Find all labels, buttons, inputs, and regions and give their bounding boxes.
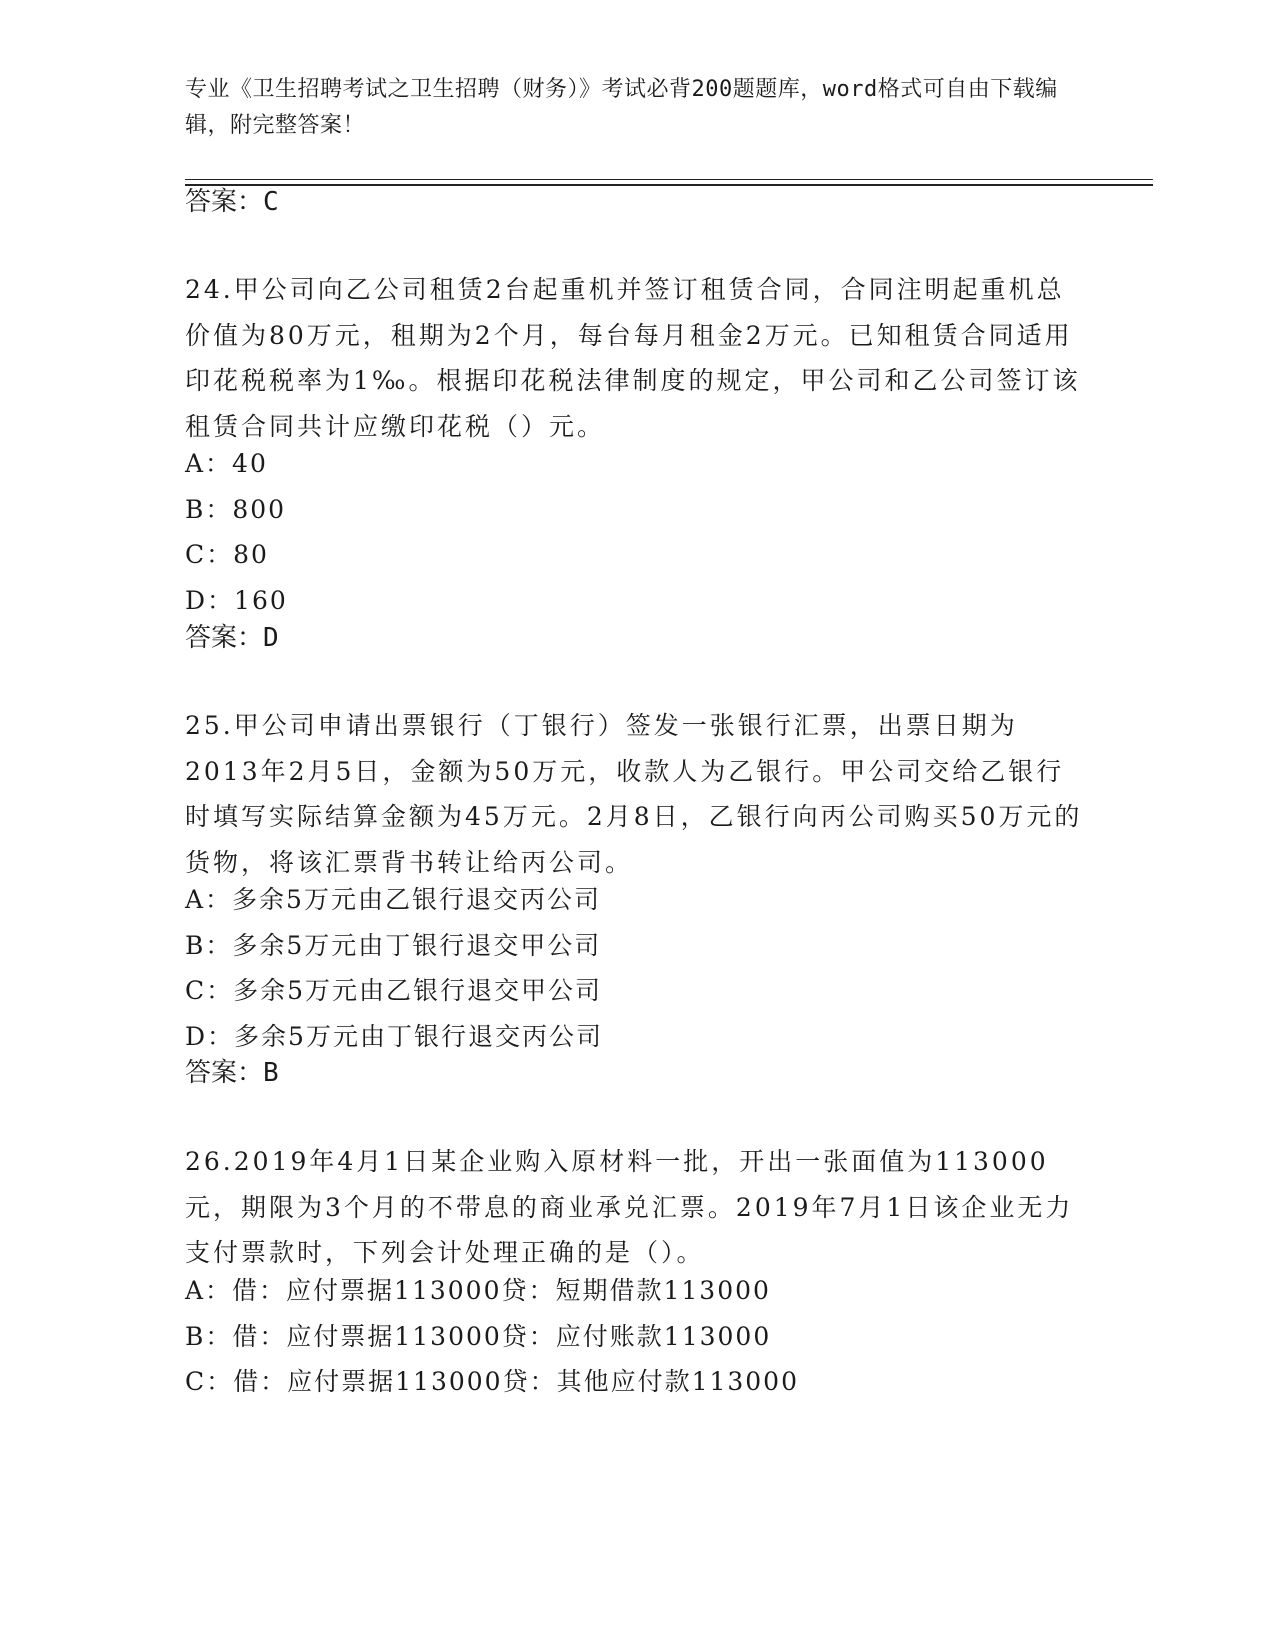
option-d: D：多余5万元由丁银行退交丙公司 xyxy=(185,1021,603,1051)
option-a: A：多余5万元由乙银行退交丙公司 xyxy=(185,885,601,914)
option-d: D：160 xyxy=(185,585,288,615)
question-text: 25.甲公司申请出票银行（丁银行）签发一张银行汇票，出票日期为2013年2月5日，金额为50万元，收款人为乙银行。甲公司交给乙银行时填写实际结算金额为45万元。2月8日，乙银行向丙公司购买50万元的货物，将该汇票背书转让给丙公司。 xyxy=(185,711,1083,877)
question-25 xyxy=(185,703,1085,885)
option-c: C：80 xyxy=(185,540,269,569)
question-text: 24.甲公司向乙公司租赁2台起重机并签订租赁合同，合同注明起重机总价值为80万元，租期为2个月，每台每月租金2万元。已知租赁合同适用印花税税率为1‰。根据印花税法律制度的规定，甲公司和乙公司签订该租赁合同共计应缴印花税（）元。 xyxy=(185,275,1081,441)
option-c: C：借：应付票据113000贷：其他应付款113000 xyxy=(185,1367,799,1396)
option-a: A：借：应付票据113000贷：短期借款113000 xyxy=(185,1276,771,1305)
option-b: B：800 xyxy=(185,494,287,524)
option-c: C：多余5万元由乙银行退交甲公司 xyxy=(185,976,603,1005)
option-b: B：多余5万元由丁银行退交甲公司 xyxy=(185,930,602,960)
question-26-options xyxy=(185,1268,1085,1405)
question-text: 26.2019年4月1日某企业购入原材料一批，开出一张面值为113000元，期限为3个月的不带息的商业承兑汇票。2019年7月1日该企业无力支付票款时，下列会计处理正确的是（）。 xyxy=(185,1147,1074,1267)
question-26 xyxy=(185,1139,1085,1276)
header-divider-thin xyxy=(185,179,1153,180)
question-24 xyxy=(185,267,1085,449)
option-b: B：借：应付票据113000贷：应付账款113000 xyxy=(185,1321,772,1351)
question-24-options xyxy=(185,441,1085,623)
header-divider-thick xyxy=(185,184,1153,186)
option-a: A：40 xyxy=(185,449,268,478)
document-header: 专业《卫生招聘考试之卫生招聘（财务）》考试必背200题题库，word格式可自由下载编辑，附完整答案！ xyxy=(185,77,1058,138)
previous-answer: 答案：C xyxy=(185,187,279,217)
question-24-answer: 答案：D xyxy=(185,623,279,653)
question-25-answer: 答案：B xyxy=(185,1058,279,1088)
question-25-options xyxy=(185,877,1085,1059)
